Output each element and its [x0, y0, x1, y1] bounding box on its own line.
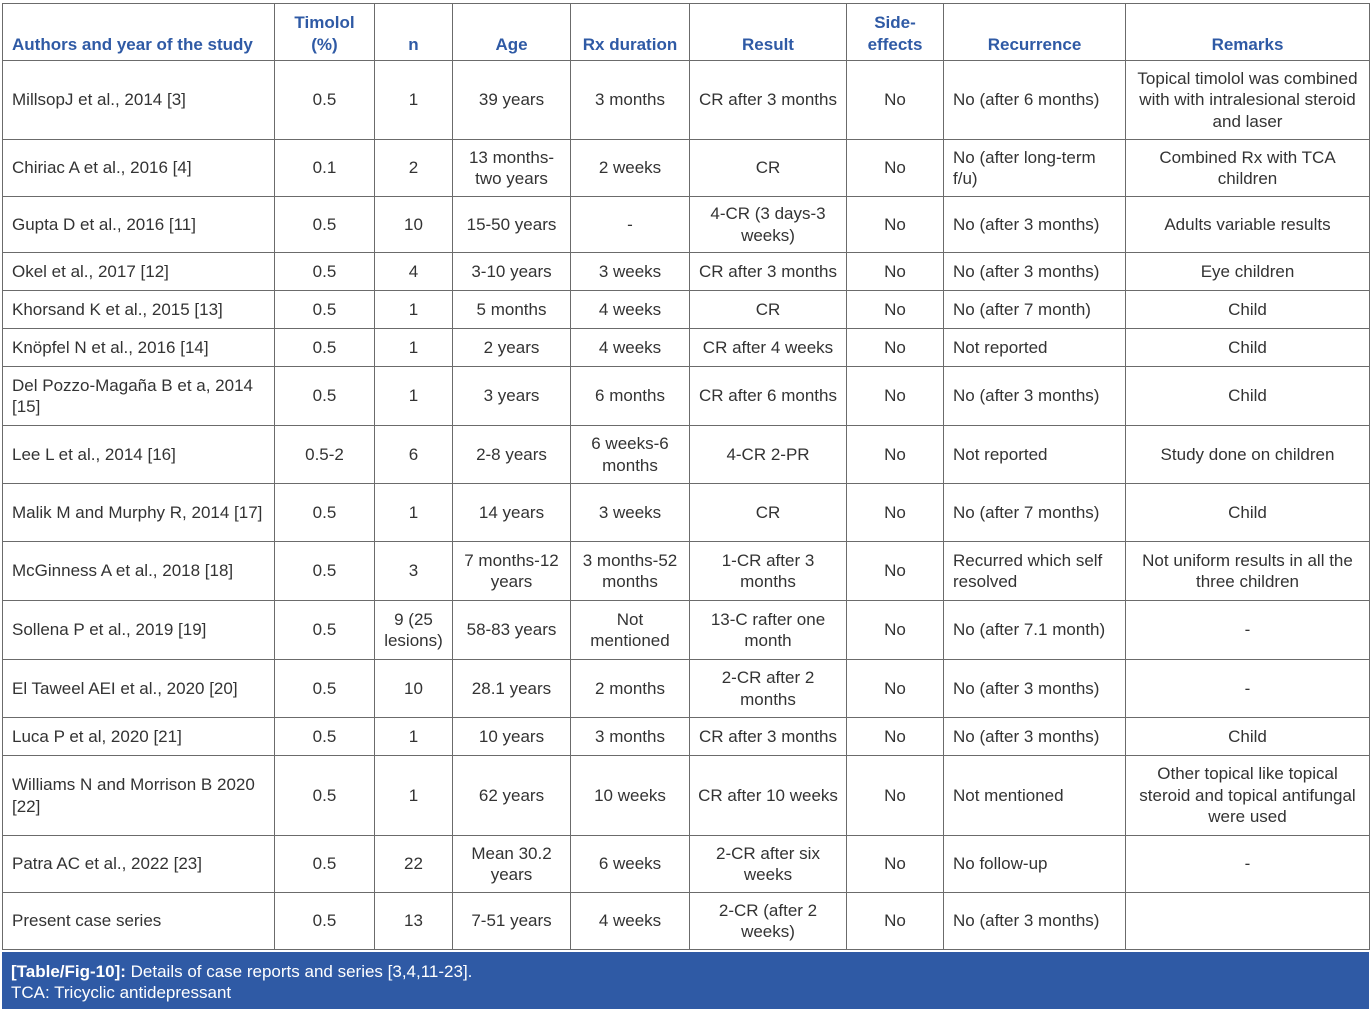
cell-age: 58-83 years — [453, 601, 571, 660]
cell-remarks: Not uniform results in all the three children — [1126, 542, 1370, 601]
table-row — [3, 718, 1370, 756]
cell-side-effects: No — [847, 893, 944, 950]
cell-age: 5 months — [453, 291, 571, 329]
cell-timolol: 0.5 — [275, 291, 375, 329]
cell-timolol: 0.5 — [275, 61, 375, 140]
cell-age: 7-51 years — [453, 893, 571, 950]
cell-side-effects: No — [847, 484, 944, 542]
cell-result: 4-CR (3 days-3 weeks) — [690, 197, 847, 253]
cell-age: 62 years — [453, 756, 571, 836]
cell-rx-duration: - — [571, 197, 690, 253]
cell-authors: MillsopJ et al., 2014 [3] — [3, 61, 275, 140]
cell-remarks: - — [1126, 836, 1370, 893]
cell-authors: McGinness A et al., 2018 [18] — [3, 542, 275, 601]
header-timolol: Timolol (%) — [275, 4, 375, 61]
cell-side-effects: No — [847, 291, 944, 329]
cell-side-effects: No — [847, 756, 944, 836]
cell-recurrence: No (after 3 months) — [944, 253, 1126, 291]
header-remarks: Remarks — [1126, 4, 1370, 61]
cell-side-effects: No — [847, 367, 944, 426]
cell-result: 1-CR after 3 months — [690, 542, 847, 601]
cell-n: 1 — [375, 329, 453, 367]
table-caption — [2, 952, 1369, 1009]
cell-result: CR after 3 months — [690, 718, 847, 756]
cell-side-effects: No — [847, 542, 944, 601]
cell-rx-duration: 6 weeks-6 months — [571, 426, 690, 484]
cell-rx-duration: Not mentioned — [571, 601, 690, 660]
table-row — [3, 756, 1370, 836]
cell-n: 1 — [375, 484, 453, 542]
cell-rx-duration: 3 weeks — [571, 484, 690, 542]
table-row — [3, 893, 1370, 950]
cell-recurrence: No (after long-term f/u) — [944, 140, 1126, 197]
table-row — [3, 329, 1370, 367]
cell-remarks: Child — [1126, 367, 1370, 426]
cell-remarks: Other topical like topical steroid and topical antifungal were used — [1126, 756, 1370, 836]
header-side-effects: Side-effects — [847, 4, 944, 61]
cell-authors: Lee L et al., 2014 [16] — [3, 426, 275, 484]
cell-rx-duration: 2 months — [571, 660, 690, 718]
cell-timolol: 0.1 — [275, 140, 375, 197]
cell-rx-duration: 10 weeks — [571, 756, 690, 836]
table-row — [3, 197, 1370, 253]
cell-recurrence: No (after 3 months) — [944, 660, 1126, 718]
cell-timolol: 0.5 — [275, 718, 375, 756]
cell-timolol: 0.5 — [275, 542, 375, 601]
cell-remarks: - — [1126, 660, 1370, 718]
table-row — [3, 542, 1370, 601]
table-row — [3, 61, 1370, 140]
cell-rx-duration: 3 months — [571, 718, 690, 756]
cell-n: 6 — [375, 426, 453, 484]
cell-result: CR after 6 months — [690, 367, 847, 426]
cell-result: CR — [690, 484, 847, 542]
cell-age: 14 years — [453, 484, 571, 542]
header-recurrence: Recurrence — [944, 4, 1126, 61]
cell-remarks: Adults variable results — [1126, 197, 1370, 253]
cell-rx-duration: 3 months — [571, 61, 690, 140]
cell-side-effects: No — [847, 329, 944, 367]
table-row — [3, 426, 1370, 484]
cell-recurrence: No (after 3 months) — [944, 893, 1126, 950]
cell-result: 4-CR 2-PR — [690, 426, 847, 484]
cell-remarks: Child — [1126, 718, 1370, 756]
cell-recurrence: No (after 7 month) — [944, 291, 1126, 329]
cell-n: 4 — [375, 253, 453, 291]
table-row — [3, 253, 1370, 291]
cell-authors: Williams N and Morrison B 2020 [22] — [3, 756, 275, 836]
cell-authors: Patra AC et al., 2022 [23] — [3, 836, 275, 893]
cell-authors: Del Pozzo-Magaña B et a, 2014 [15] — [3, 367, 275, 426]
header-authors: Authors and year of the study — [3, 4, 275, 61]
cell-timolol: 0.5 — [275, 836, 375, 893]
cell-authors: El Taweel AEI et al., 2020 [20] — [3, 660, 275, 718]
cell-side-effects: No — [847, 253, 944, 291]
cell-remarks: Topical timolol was combined with with intralesional steroid and laser — [1126, 61, 1370, 140]
cell-rx-duration: 6 months — [571, 367, 690, 426]
cell-remarks: Eye children — [1126, 253, 1370, 291]
cell-age: 2-8 years — [453, 426, 571, 484]
cell-n: 9 (25 lesions) — [375, 601, 453, 660]
table-row — [3, 140, 1370, 197]
cell-timolol: 0.5 — [275, 601, 375, 660]
cell-authors: Knöpfel N et al., 2016 [14] — [3, 329, 275, 367]
cell-rx-duration: 4 weeks — [571, 329, 690, 367]
cell-age: 7 months-12 years — [453, 542, 571, 601]
cell-rx-duration: 4 weeks — [571, 291, 690, 329]
cell-timolol: 0.5 — [275, 660, 375, 718]
table-row — [3, 367, 1370, 426]
table-row — [3, 601, 1370, 660]
cell-result: CR — [690, 291, 847, 329]
cell-remarks: Study done on children — [1126, 426, 1370, 484]
cell-timolol: 0.5 — [275, 367, 375, 426]
cell-recurrence: No follow-up — [944, 836, 1126, 893]
cell-authors: Chiriac A et al., 2016 [4] — [3, 140, 275, 197]
cell-recurrence: No (after 3 months) — [944, 197, 1126, 253]
cell-result: CR after 3 months — [690, 61, 847, 140]
cell-recurrence: Not reported — [944, 426, 1126, 484]
case-series-table — [2, 3, 1370, 950]
cell-age: Mean 30.2 years — [453, 836, 571, 893]
cell-side-effects: No — [847, 836, 944, 893]
cell-n: 3 — [375, 542, 453, 601]
cell-n: 13 — [375, 893, 453, 950]
cell-age: 15-50 years — [453, 197, 571, 253]
cell-authors: Malik M and Murphy R, 2014 [17] — [3, 484, 275, 542]
cell-recurrence: Not mentioned — [944, 756, 1126, 836]
cell-remarks: Child — [1126, 329, 1370, 367]
cell-authors: Khorsand K et al., 2015 [13] — [3, 291, 275, 329]
cell-side-effects: No — [847, 718, 944, 756]
header-n: n — [375, 4, 453, 61]
cell-n: 1 — [375, 291, 453, 329]
cell-recurrence: Recurred which self resolved — [944, 542, 1126, 601]
cell-authors: Gupta D et al., 2016 [11] — [3, 197, 275, 253]
cell-n: 1 — [375, 756, 453, 836]
cell-result: 2-CR (after 2 weeks) — [690, 893, 847, 950]
cell-side-effects: No — [847, 140, 944, 197]
table-row — [3, 291, 1370, 329]
caption-text: Details of case reports and series [3,4,11-23]. — [125, 962, 473, 981]
cell-result: 2-CR after six weeks — [690, 836, 847, 893]
caption-label: [Table/Fig-10]: — [11, 962, 126, 981]
cell-side-effects: No — [847, 61, 944, 140]
cell-recurrence: No (after 3 months) — [944, 367, 1126, 426]
cell-age: 13 months-two years — [453, 140, 571, 197]
header-rx-duration: Rx duration — [571, 4, 690, 61]
table-row — [3, 836, 1370, 893]
cell-recurrence: No (after 7 months) — [944, 484, 1126, 542]
cell-timolol: 0.5 — [275, 197, 375, 253]
cell-timolol: 0.5 — [275, 756, 375, 836]
table-row — [3, 484, 1370, 542]
cell-rx-duration: 3 months-52 months — [571, 542, 690, 601]
cell-recurrence: No (after 7.1 month) — [944, 601, 1126, 660]
cell-result: 13-C rafter one month — [690, 601, 847, 660]
cell-age: 10 years — [453, 718, 571, 756]
cell-timolol: 0.5-2 — [275, 426, 375, 484]
cell-n: 22 — [375, 836, 453, 893]
cell-rx-duration: 6 weeks — [571, 836, 690, 893]
cell-n: 2 — [375, 140, 453, 197]
cell-rx-duration: 4 weeks — [571, 893, 690, 950]
cell-side-effects: No — [847, 426, 944, 484]
cell-side-effects: No — [847, 660, 944, 718]
cell-result: 2-CR after 2 months — [690, 660, 847, 718]
cell-result: CR after 4 weeks — [690, 329, 847, 367]
cell-remarks: Child — [1126, 484, 1370, 542]
cell-authors: Present case series — [3, 893, 275, 950]
cell-authors: Luca P et al, 2020 [21] — [3, 718, 275, 756]
cell-result: CR — [690, 140, 847, 197]
cell-authors: Sollena P et al., 2019 [19] — [3, 601, 275, 660]
cell-n: 10 — [375, 660, 453, 718]
cell-authors: Okel et al., 2017 [12] — [3, 253, 275, 291]
cell-n: 1 — [375, 367, 453, 426]
cell-age: 3 years — [453, 367, 571, 426]
cell-n: 10 — [375, 197, 453, 253]
cell-timolol: 0.5 — [275, 893, 375, 950]
header-age: Age — [453, 4, 571, 61]
table-row — [3, 660, 1370, 718]
cell-rx-duration: 2 weeks — [571, 140, 690, 197]
cell-timolol: 0.5 — [275, 329, 375, 367]
cell-remarks: - — [1126, 601, 1370, 660]
header-row — [3, 4, 1370, 61]
cell-age: 28.1 years — [453, 660, 571, 718]
header-result: Result — [690, 4, 847, 61]
cell-n: 1 — [375, 718, 453, 756]
cell-timolol: 0.5 — [275, 253, 375, 291]
cell-remarks — [1126, 893, 1370, 950]
cell-remarks: Combined Rx with TCA children — [1126, 140, 1370, 197]
cell-n: 1 — [375, 61, 453, 140]
cell-timolol: 0.5 — [275, 484, 375, 542]
cell-recurrence: No (after 3 months) — [944, 718, 1126, 756]
cell-side-effects: No — [847, 197, 944, 253]
cell-side-effects: No — [847, 601, 944, 660]
cell-remarks: Child — [1126, 291, 1370, 329]
cell-result: CR after 10 weeks — [690, 756, 847, 836]
cell-age: 3-10 years — [453, 253, 571, 291]
cell-rx-duration: 3 weeks — [571, 253, 690, 291]
cell-age: 39 years — [453, 61, 571, 140]
cell-recurrence: Not reported — [944, 329, 1126, 367]
cell-recurrence: No (after 6 months) — [944, 61, 1126, 140]
caption-note: TCA: Tricyclic antidepressant — [11, 983, 232, 1002]
cell-age: 2 years — [453, 329, 571, 367]
cell-result: CR after 3 months — [690, 253, 847, 291]
